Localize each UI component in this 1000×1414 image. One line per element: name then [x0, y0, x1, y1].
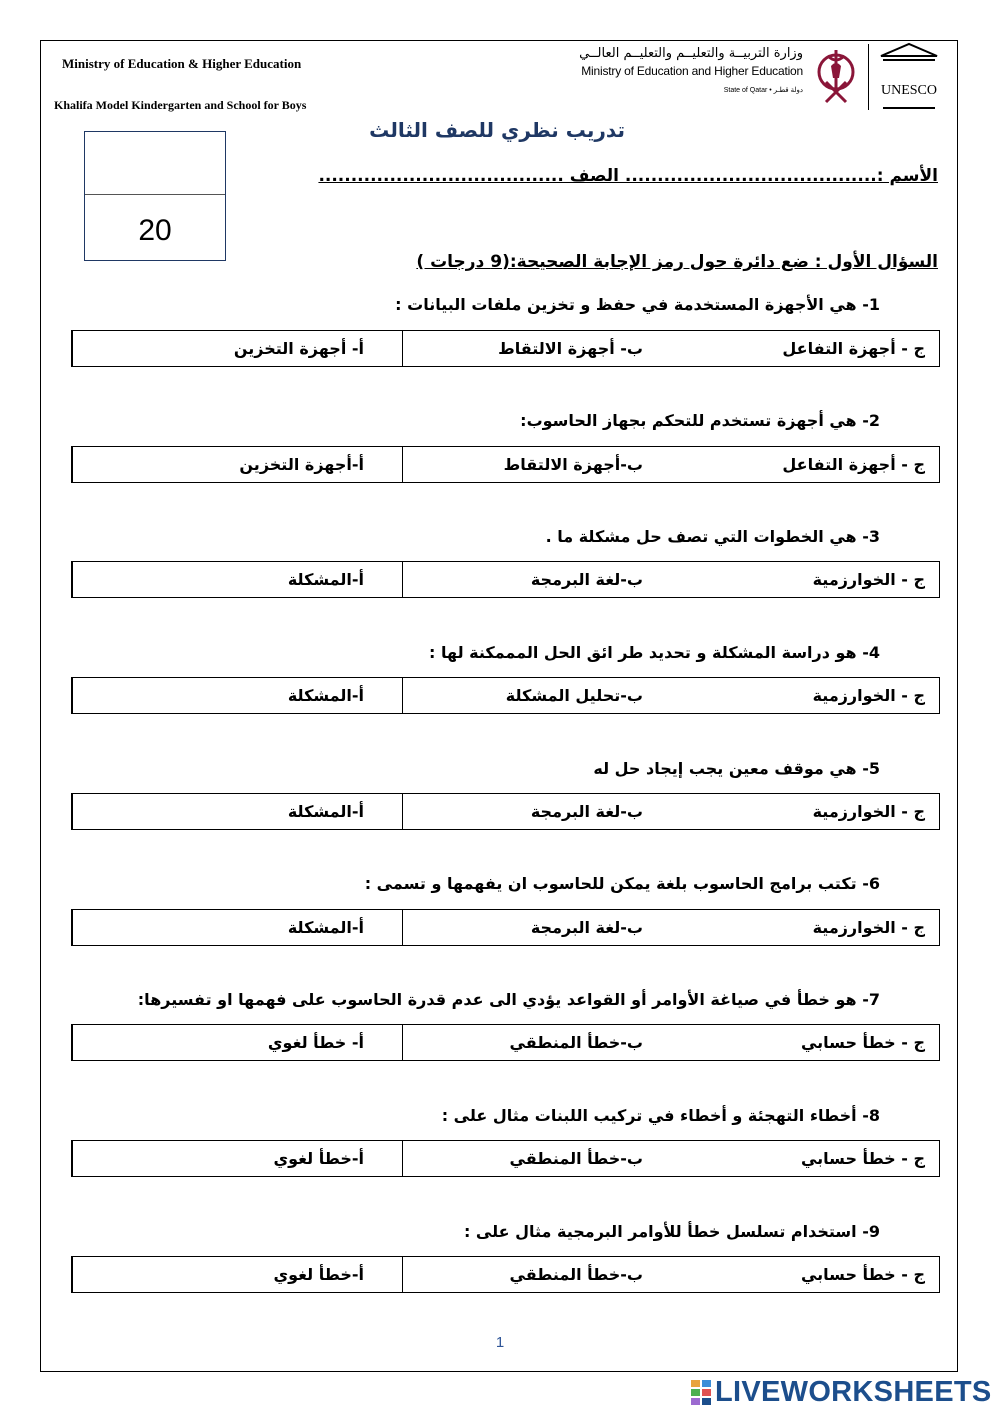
option-c[interactable]: ج - خطأ حسابي — [800, 1033, 925, 1052]
options-row-2 — [71, 446, 940, 483]
name-class-line: الأسم :....................................... الصف ...................................... — [318, 166, 938, 186]
question-7: 7- هو خطأ في صياغة الأوامر أو القواعد يؤدي الى عدم قدرة الحاسوب على فهمها او تفسيرها: — [137, 990, 880, 1009]
question-8: 8- أخطاء التهجئة و أخطاء في تركيب اللبنات مثال على : — [441, 1106, 880, 1125]
logo-state: State of Qatar • دولة قطـر — [723, 87, 803, 94]
options-row-8 — [71, 1140, 940, 1177]
question-9: 9- استخدام تسلسل خطأ للأوامر البرمجية مثال على : — [463, 1222, 880, 1241]
option-a[interactable]: أ-المشكلة — [72, 910, 402, 945]
options-row-6 — [71, 909, 940, 946]
option-c[interactable]: ج - أجهزة التفاعل — [782, 455, 925, 474]
option-b[interactable]: ب-لغة البرمجة — [402, 910, 681, 945]
options-row-9 — [71, 1256, 940, 1293]
page-number: 1 — [495, 1334, 505, 1351]
question-4: 4- هو دراسة المشكلة و تحديد طر ائق الحل المممكنة لها : — [429, 643, 880, 662]
options-row-7 — [71, 1024, 940, 1061]
question-6: 6- تكتب برامج الحاسوب بلغة يمكن للحاسوب ان يفهمها و تسمى : — [364, 874, 880, 893]
question-3: 3- هي الخطوات التي تصف حل مشكلة ما . — [545, 527, 880, 546]
option-b[interactable]: ب-لغة البرمجة — [402, 562, 681, 597]
options-row-3 — [71, 561, 940, 598]
option-b[interactable]: ب- أجهزة الالتقاط — [402, 331, 681, 366]
qatar-emblem-icon — [811, 42, 861, 112]
question-5: 5- هي موقف معين يجب إيجاد حل له — [593, 759, 880, 778]
option-b[interactable]: ب-تحليل المشكلة — [402, 678, 681, 713]
liveworksheets-brand: LIVEWORKSHEETS — [715, 1375, 992, 1408]
score-divider — [85, 194, 225, 195]
option-c[interactable]: ج - خطأ حسابي — [800, 1149, 925, 1168]
option-a[interactable]: أ-المشكلة — [72, 562, 402, 597]
options-row-1 — [71, 330, 940, 367]
section-heading: السؤال الأول : ضع دائرة حول رمز الإجابة الصحيحة:(9 درجات ) — [416, 252, 938, 272]
option-c[interactable]: ج - الخوارزمية — [812, 802, 925, 821]
question-2: 2- هي أجهزة تستخدم للتحكم بجهاز الحاسوب: — [520, 411, 880, 430]
logo-ministry-en: Ministry of Education and Higher Education — [581, 64, 803, 78]
logo-separator — [868, 44, 869, 110]
unesco-icon — [877, 42, 941, 114]
question-1: 1- هي الأجهزة المستخدمة في حفظ و تخزين ملفات البيانات : — [395, 295, 880, 314]
option-b[interactable]: ب-خطأ المنطقي — [402, 1141, 681, 1176]
option-b[interactable]: ب-أجهزة الالتقاط — [402, 447, 681, 482]
ministry-name-en: Ministry of Education & Higher Education — [62, 56, 302, 71]
option-a[interactable]: أ- خطأ لغوي — [72, 1025, 402, 1060]
option-c[interactable]: ج - الخوارزمية — [812, 686, 925, 705]
options-row-5 — [71, 793, 940, 830]
logo-ministry-ar: وزارة التربيــة والتعليــم والتعليــم العالــي — [579, 46, 803, 61]
option-a[interactable]: أ-المشكلة — [72, 678, 402, 713]
school-name-en: Khalifa Model Kindergarten and School for Boys — [54, 98, 307, 112]
unesco-label: UNESCO — [880, 83, 938, 98]
options-row-4 — [71, 677, 940, 714]
liveworksheets-icon — [690, 1378, 712, 1406]
option-c[interactable]: ج - الخوارزمية — [812, 918, 925, 937]
option-c[interactable]: ج - أجهزة التفاعل — [782, 339, 925, 358]
option-a[interactable]: أ-خطأ لغوي — [72, 1141, 402, 1176]
score-box — [84, 131, 226, 261]
liveworksheets-logo[interactable] — [690, 1374, 992, 1410]
option-a[interactable]: أ-أجهزة التخزين — [72, 447, 402, 482]
option-b[interactable]: ب-لغة البرمجة — [402, 794, 681, 829]
option-c[interactable]: ج - خطأ حسابي — [800, 1265, 925, 1284]
option-b[interactable]: ب-خطأ المنطقي — [402, 1025, 681, 1060]
worksheet-title: تدريب نظري للصف الثالث — [369, 118, 625, 142]
option-a[interactable]: أ-المشكلة — [72, 794, 402, 829]
option-a[interactable]: أ- أجهزة التخزين — [72, 331, 402, 366]
option-c[interactable]: ج - الخوارزمية — [812, 570, 925, 589]
ministry-logo — [565, 42, 945, 114]
option-a[interactable]: أ-خطأ لغوي — [72, 1257, 402, 1292]
option-b[interactable]: ب-خطأ المنطقي — [402, 1257, 681, 1292]
total-score: 20 — [138, 214, 172, 247]
